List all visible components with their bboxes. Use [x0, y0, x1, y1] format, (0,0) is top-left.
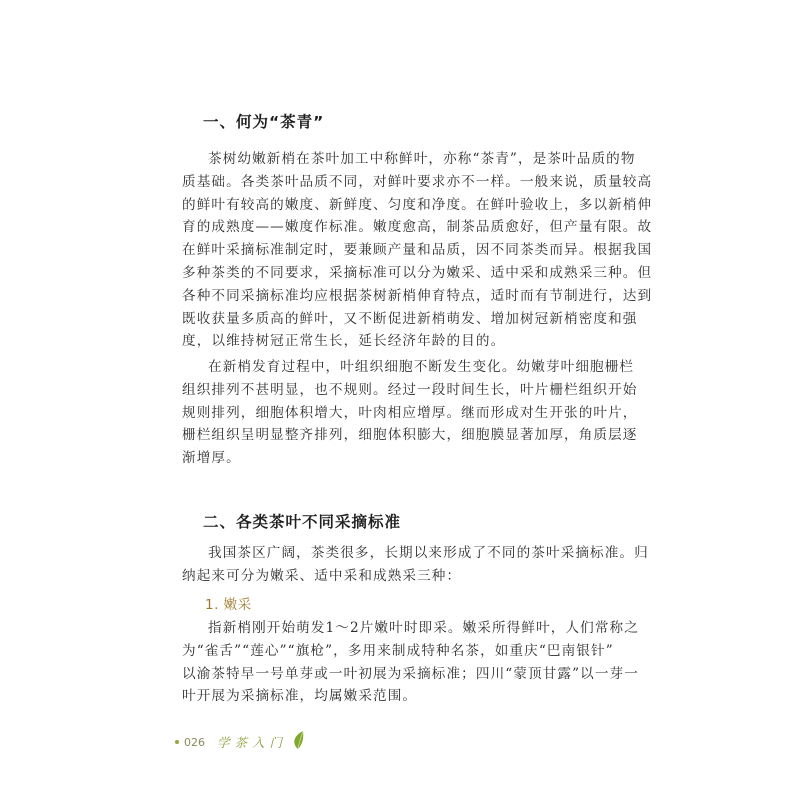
text-line: 组织排列不甚明显，也不规则。经过一段时间生长，叶片栅栏组织开始 [182, 381, 638, 398]
subheading-nencai: 1. 嫩采 [205, 597, 252, 613]
text-line: 育的成熟度——嫩度作标准。嫩度愈高，制茶品质愈好，但产量有限。故 [182, 219, 653, 236]
page-number: 026 [184, 735, 205, 749]
text-line: 质基础。各类茶叶品质不同，对鲜叶要求亦不一样。一般来说，质量较高 [182, 173, 653, 190]
paragraph-2 [182, 356, 638, 470]
text-line: 指新梢刚开始萌发1～2片嫩叶时即采。嫩采所得鲜叶，人们常称之 [208, 620, 639, 636]
bullet-dot-icon [175, 740, 179, 744]
text-line: 的鲜叶有较高的嫩度、新鲜度、匀度和净度。在鲜叶验收上，多以新梢伸 [182, 196, 653, 213]
text-line: 多种茶类的不同要求，采摘标准可以分为嫩采、适中采和成熟采三种。但 [182, 264, 653, 281]
paragraph-1 [182, 148, 653, 353]
leaf-icon [291, 730, 305, 754]
text-line: 渐增厚。 [182, 450, 241, 467]
text-line: 为“雀舌”“莲心”“旗枪”，多用来制成特种名茶，如重庆“巴南银针” [182, 642, 614, 659]
book-title: 学茶入门 [217, 735, 288, 750]
paragraph-nencai [182, 617, 639, 708]
text-line: 规则排列，细胞体积增大，叶肉相应增厚。继而形成对生开张的叶片， [182, 404, 638, 421]
paragraph-intro [182, 542, 649, 588]
text-line: 我国茶区广阔，茶类很多，长期以来形成了不同的茶叶采摘标准。归 [208, 545, 649, 561]
text-line: 茶树幼嫩新梢在茶叶加工中称鲜叶，亦称“茶青”，是茶叶品质的物 [208, 151, 636, 167]
text-line: 栅栏组织呈明显整齐排列，细胞体积膨大，细胞膜显著加厚，角质层逐 [182, 427, 638, 444]
section-heading-2: 二、各类茶叶不同采摘标准 [203, 513, 402, 531]
text-line: 在新梢发育过程中，叶组织细胞不断发生变化。幼嫩芽叶细胞栅栏 [208, 359, 635, 375]
section-heading-1: 一、何为“茶青” [203, 113, 325, 131]
text-line: 在鲜叶采摘标准制定时，要兼顾产量和品质，因不同茶类而异。根据我国 [182, 242, 653, 259]
text-line: 以渝茶特早一号单芽或一叶初展为采摘标准；四川“蒙顶甘露”以一芽一 [182, 665, 639, 682]
page-footer [175, 732, 305, 752]
text-line: 既收获量多质高的鲜叶，又不断促进新梢萌发、增加树冠新梢密度和强 [182, 310, 638, 327]
text-line: 度，以维持树冠正常生长，延长经济年龄的目的。 [182, 333, 506, 350]
text-line: 叶开展为采摘标准，均属嫩采范围。 [182, 688, 418, 705]
text-line: 纳起来可分为嫩采、适中采和成熟采三种： [182, 567, 462, 584]
text-line: 各种不同采摘标准均应根据茶树新梢伸育特点，适时而有节制进行，达到 [182, 287, 653, 304]
